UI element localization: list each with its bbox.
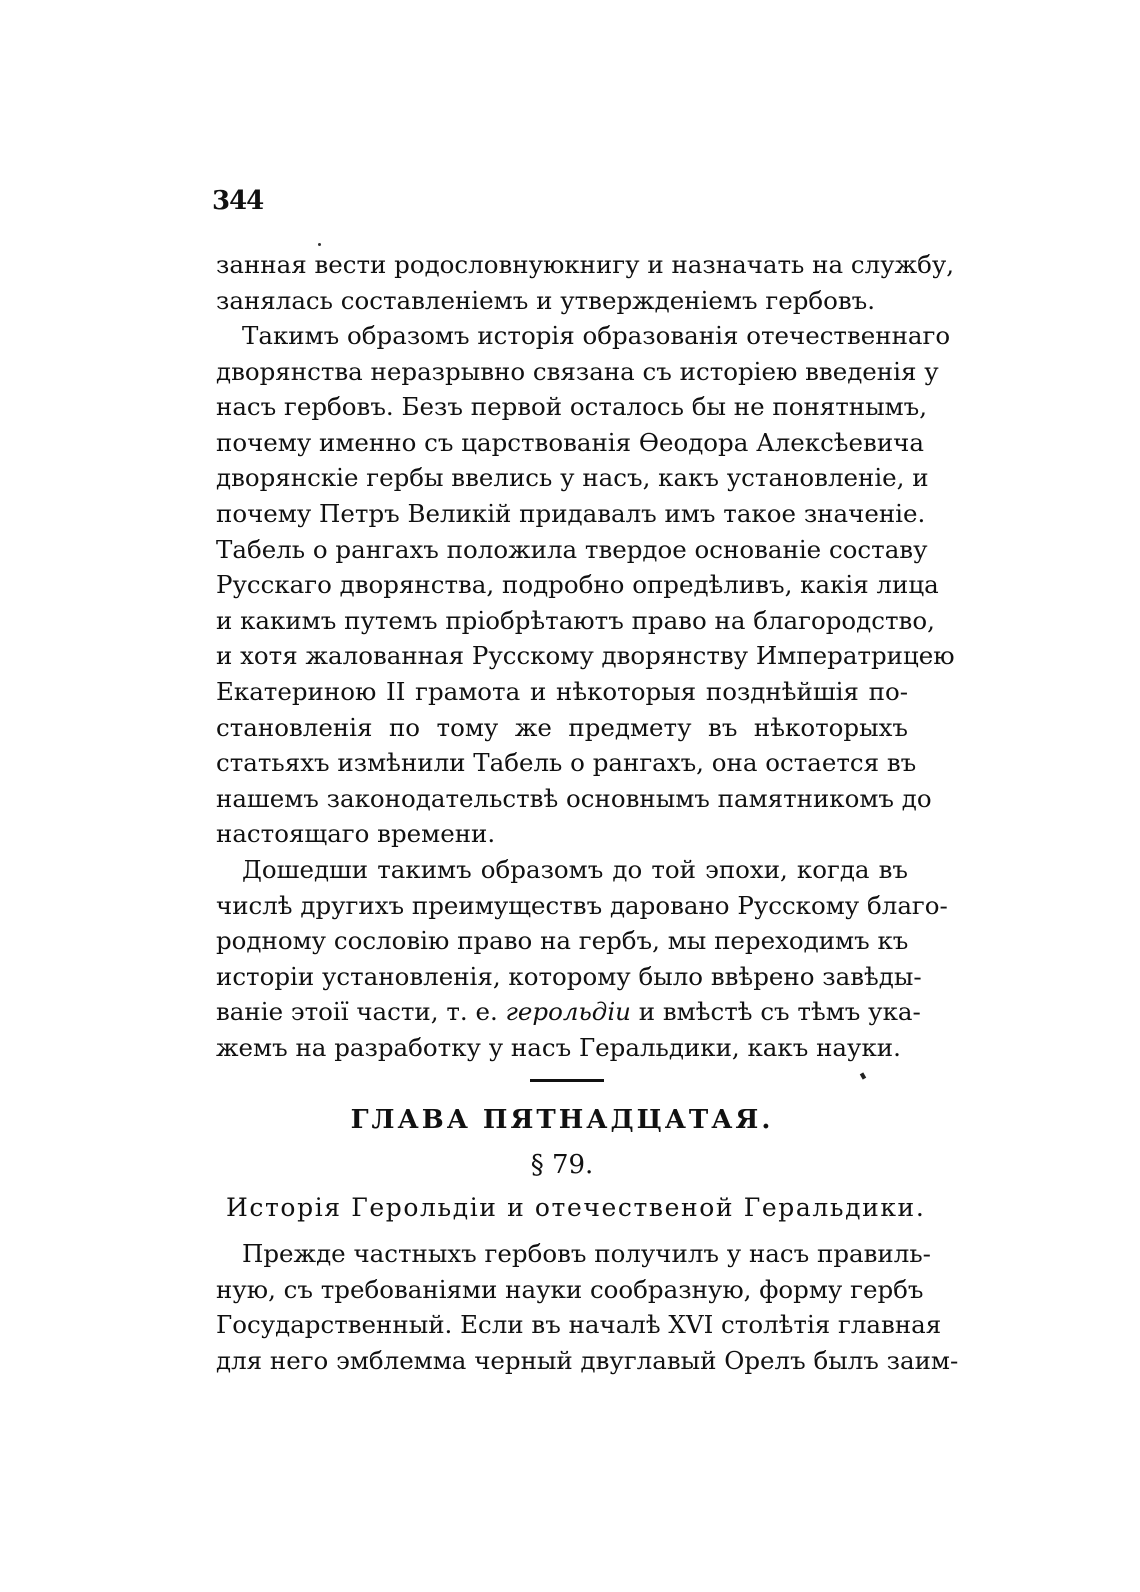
text-line: Русскаго дворянства, подробно опредѣливъ, какія лица [216,570,939,600]
paragraph-continuation [216,247,955,318]
text-line: исторіи установленія, которому было ввѣрено завѣды- [216,961,922,991]
text-line: дворянства неразрывно связана съ исторіею введенія у [216,356,939,386]
text-segment: и вмѣстѣ съ тѣмъ ука- [638,997,921,1027]
text-line: жемъ на разработку у насъ Геральдики, какъ науки. [216,1032,901,1062]
text-line: Прежде частныхъ гербовъ получилъ у насъ правиль- [242,1239,931,1268]
section-title: Исторія Герольдіи и отечественой Геральдики. [226,1193,926,1222]
text-line: почему именно съ царствованія Ѳеодора Алексѣевича [216,427,924,457]
page-number: 344 [212,186,264,216]
print-speck [318,243,321,246]
text-line: занная вести родословнуюкнигу и назначать на службу, [216,250,955,279]
section-number: § 79. [530,1150,594,1180]
text-line: статьяхъ измѣнили Табель о рангахъ, она остается въ [216,748,917,778]
text-line: Такимъ образомъ исторія образованія отечественнаго [242,321,951,350]
text-line: и хотя жалованная Русскому дворянству Императрицею [216,641,955,671]
text-line: для него эмблемма черный двуглавый Орелъ былъ заим- [216,1345,959,1375]
text-line: числѣ другихъ преимуществъ даровано Русскому благо- [216,890,948,920]
print-speck [860,1072,866,1079]
chapter-title: ГЛАВА ПЯТНАДЦАТАЯ. [350,1105,774,1135]
section-divider [530,1079,604,1082]
text-line: почему Петръ Великій придавалъ имъ такое значеніе. [216,498,926,528]
text-line: насъ гербовъ. Безъ первой осталось бы не понятнымъ, [216,392,928,422]
text-line: родному сословію право на гербъ, мы переходимъ къ [216,926,909,956]
text-line: Табель о рангахъ положила твердое основаніе составу [216,534,928,564]
paragraph-transition [216,852,948,1066]
text-line: нашемъ законодательствѣ основнымъ памятникомъ до [216,783,932,813]
text-line: ную, съ требованіями науки сообразную, форму гербъ [216,1274,924,1304]
text-segment: ваніе этоiї части, т. е. [216,997,498,1027]
text-line-mixed [216,994,921,1030]
text-line: дворянскіе гербы ввелись у насъ, какъ установленіе, и [216,463,929,493]
paragraph-heraldry-history [216,318,955,852]
italic-term: герольдіи [505,997,631,1027]
text-line: и какимъ путемъ пріобрѣтаютъ право на благородство, [216,605,935,635]
text-line: Дошедши такимъ образомъ до той эпохи, когда въ [242,855,908,884]
text-line: Государственный. Если въ началѣ XVI столѣтія главная [216,1310,942,1340]
text-line: настоящаго времени. [216,819,496,849]
text-line: Екатериною II грамота и нѣкоторыя позднѣйшія по- [216,676,908,706]
text-line: становленія по тому же предмету въ нѣкоторыхъ [216,712,908,742]
paragraph-state-arms [216,1236,959,1378]
text-line: занялась составленіемъ и утвержденіемъ гербовъ. [216,285,876,315]
